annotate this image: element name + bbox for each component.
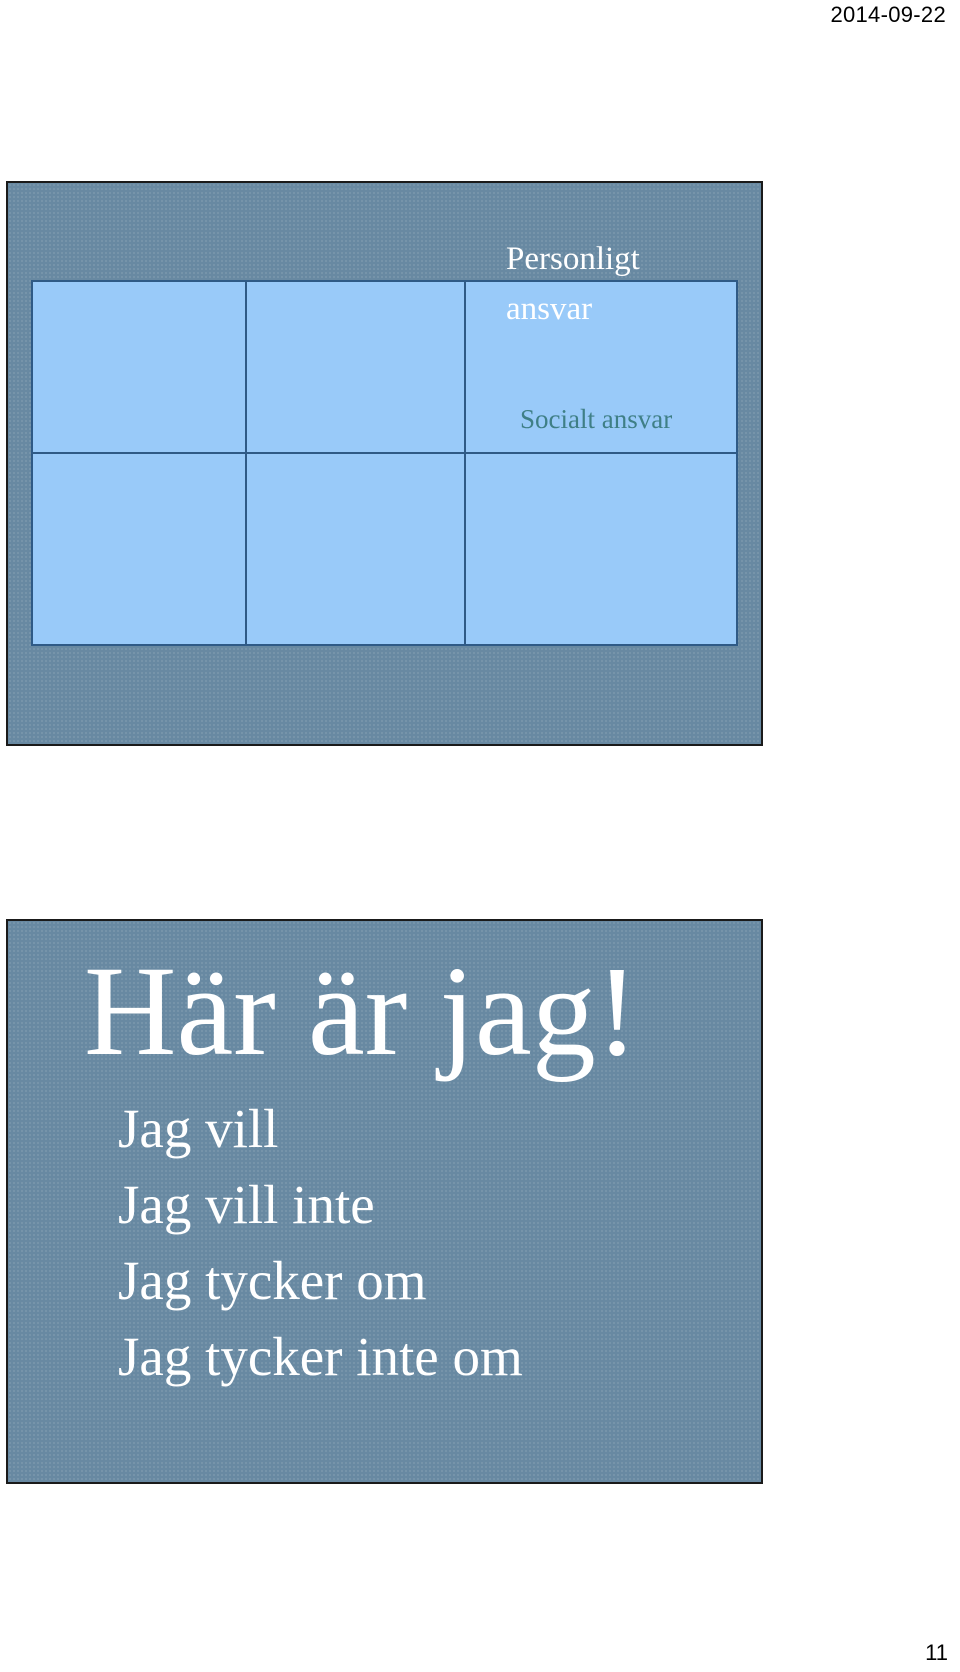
slide-responsibility-table	[6, 181, 763, 746]
table-cell-r2c2	[247, 454, 464, 644]
list-item: Jag vill	[118, 1098, 279, 1159]
socialt-ansvar-label: Socialt ansvar	[520, 404, 673, 434]
table-cell-r1c2	[247, 282, 464, 452]
page-number: 11	[925, 1640, 948, 1665]
table-column-divider	[464, 282, 466, 644]
bullet-list	[118, 1091, 523, 1395]
list-item: Jag tycker inte om	[118, 1326, 523, 1387]
table-cell-r1c1	[33, 282, 245, 452]
personligt-ansvar-label: Personligt ansvar	[506, 241, 640, 327]
page-date: 2014-09-22	[830, 2, 946, 27]
responsibility-table	[31, 280, 738, 646]
slide-har-ar-jag	[6, 919, 763, 1484]
list-item: Jag vill inte	[118, 1174, 375, 1235]
slide-title: Här är jag!	[84, 940, 639, 1082]
list-item: Jag tycker om	[118, 1250, 427, 1311]
table-cell-r2c1	[33, 454, 245, 644]
